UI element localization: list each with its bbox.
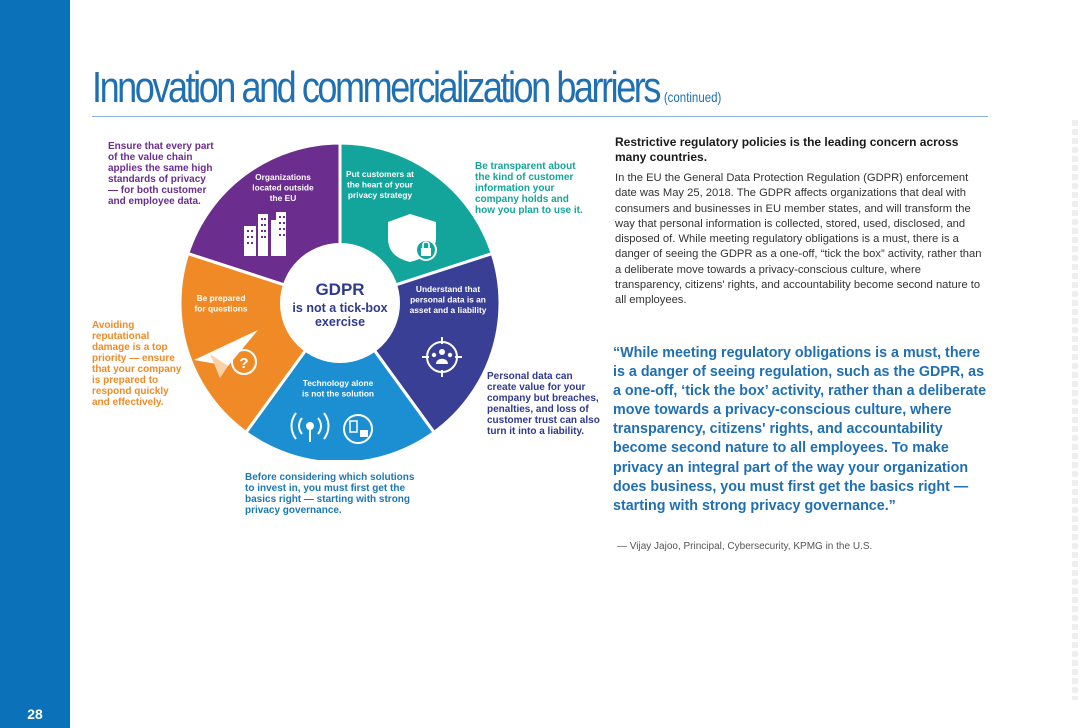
svg-text:?: ? [239, 355, 249, 372]
outer-label-blue-line: Before considering which solutions [245, 472, 415, 483]
sidebar-band [0, 0, 70, 728]
outer-label-navy [487, 371, 600, 437]
shield-lock-icon [388, 214, 436, 262]
outer-label-orange-line: that your company [92, 364, 182, 375]
segment-label-blue-line: is not the solution [301, 388, 375, 399]
outer-label-purple-line: Ensure that every part [108, 141, 214, 152]
outer-label-purple-line: applies the same high [108, 163, 213, 174]
segment-label-teal [346, 169, 414, 200]
outer-label-teal-line: company holds and [475, 194, 569, 205]
outer-label-purple-line: — for both customer [108, 185, 207, 196]
outer-label-orange-line: damage is a top [92, 342, 168, 353]
outer-label-teal-line: Be transparent about [475, 161, 576, 172]
page-title-text: Innovation and commercialization barriers [92, 63, 659, 112]
outer-label-purple-line: and employee data. [108, 196, 201, 207]
outer-label-blue [245, 472, 414, 516]
segment-label-navy-line: personal data is an [410, 294, 486, 305]
segment-label-orange [194, 293, 247, 314]
segment-label-orange-line: for questions [194, 303, 248, 314]
segment-label-teal-line: Put customers at [346, 169, 414, 179]
outer-label-purple-line: of the value chain [108, 152, 193, 163]
outer-label-navy-line: create value for your [487, 382, 586, 393]
segment-label-navy-line: Understand that [415, 284, 481, 294]
outer-label-orange-line: reputational [92, 331, 150, 342]
outer-label-navy-line: turn it into a liability. [487, 426, 585, 437]
outer-label-blue-line: to invest in, you must first get the [245, 483, 406, 494]
outer-label-blue-line: privacy governance. [245, 505, 342, 516]
article-heading: Restrictive regulatory policies is the leading concern across many countries. [615, 135, 959, 164]
article-body: In the EU the General Data Protection Regulation (GDPR) enforcement date was May 25, 2018. The GDPR affects organizations that deal with consumers and businesses in EU member states, and will transform the way that personal information is collected, stored, used, disclosed, and disposed of. While meeting regulatory obligations is a must, there is a danger of seeing the GDPR as a one-off, “tick the box” activity, rather than a deliberate move towards a privacy-conscious culture, where transparency, citizens' rights, and accountability become second nature to all employees. [615, 172, 982, 307]
page-title-continued: (continued) [663, 89, 722, 105]
outer-label-blue-line: basics right — starting with strong [245, 494, 411, 505]
segment-label-navy-line: asset and a liability [409, 305, 487, 315]
segment-label-blue [302, 378, 374, 399]
outer-label-navy-line: customer trust can also [487, 415, 600, 426]
center-line-3: exercise [314, 315, 366, 329]
outer-label-orange [92, 320, 181, 408]
segment-label-teal-line: the heart of your [346, 179, 414, 190]
margin-fine-print [1072, 120, 1078, 700]
segment-label-purple-line: the EU [269, 193, 297, 203]
segment-label-purple-line: Organizations [255, 172, 311, 182]
page-number: 28 [27, 706, 43, 722]
outer-label-navy-line: Personal data can [487, 371, 573, 382]
outer-label-orange-line: and effectively. [92, 397, 164, 408]
pull-quote: “While meeting regulatory obligations is a must, there is a danger of seeing regulation, such as the GDPR, as a one-off, ‘tick the box’ activity, rather than a deliberate move towards a privacy-conscious culture, where transparency, citizens' rights, and accountability become second nature to all employees. To make privacy an integral part of the way your organization does business, you must first get the basics right — starting with strong privacy governance.” [613, 345, 987, 514]
page-title [92, 64, 721, 121]
outer-label-orange-line: priority — ensure [92, 353, 175, 364]
outer-label-orange-line: respond quickly [92, 386, 169, 397]
title-divider [92, 116, 988, 117]
center-line-2: is not a tick-box [292, 301, 388, 315]
outer-label-orange-line: Avoiding [92, 320, 135, 331]
outer-label-orange-line: is prepared to [92, 375, 159, 386]
segment-label-teal-line: privacy strategy [347, 190, 413, 200]
segment-label-navy [410, 284, 487, 315]
segment-label-orange-line: Be prepared [196, 293, 246, 303]
segment-label-blue-line: Technology alone [302, 378, 374, 388]
segment-label-purple-line: located outside [252, 182, 314, 193]
outer-label-navy-line: penalties, and loss of [487, 404, 589, 415]
outer-label-teal-line: how you plan to use it. [475, 205, 583, 216]
outer-label-teal-line: information your [475, 183, 555, 194]
center-line-1: GDPR [315, 280, 365, 299]
outer-label-purple-line: standards of privacy [108, 174, 206, 185]
gdpr-wheel [180, 140, 500, 460]
quote-attribution: — Vijay Jajoo, Principal, Cybersecurity, KPMG in the U.S. [617, 541, 873, 552]
outer-label-teal-line: the kind of customer [475, 172, 574, 183]
outer-label-navy-line: company but breaches, [487, 393, 599, 404]
